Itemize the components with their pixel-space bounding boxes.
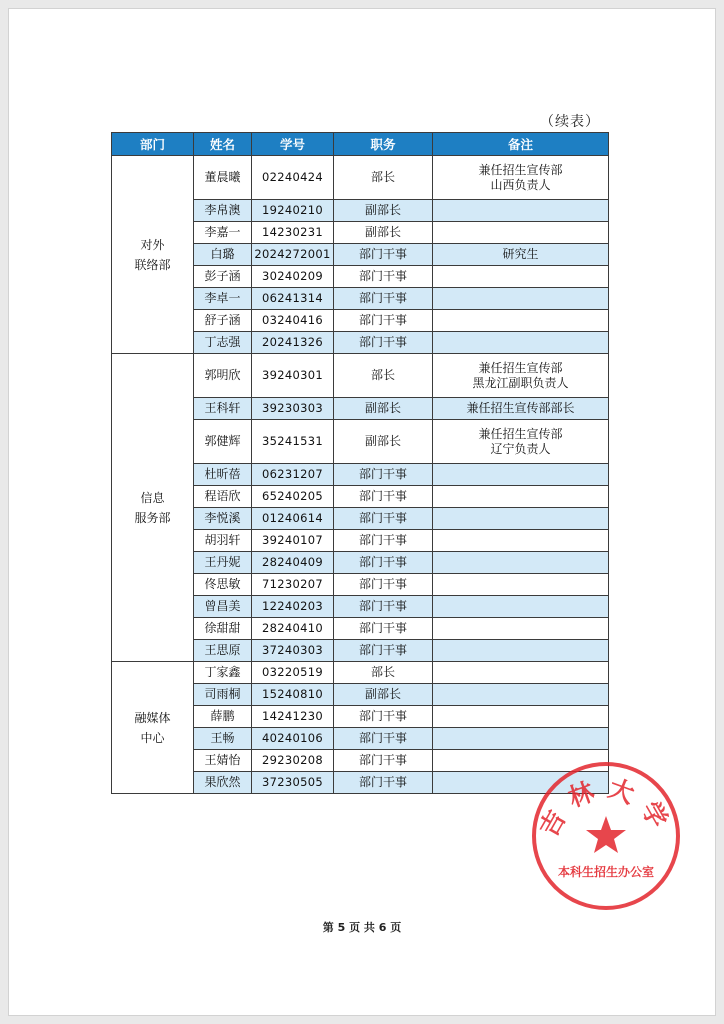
- name-cell: 李卓一: [194, 288, 252, 310]
- note-cell: 兼任招生宣传部 黑龙江副职负责人: [433, 354, 609, 398]
- role-cell: 副部长: [334, 398, 433, 420]
- student-id-cell: 15240810: [252, 684, 334, 706]
- student-id-cell: 40240106: [252, 728, 334, 750]
- role-cell: 部门干事: [334, 750, 433, 772]
- student-id-cell: 65240205: [252, 486, 334, 508]
- name-cell: 王丹妮: [194, 552, 252, 574]
- table-header-row: [112, 133, 609, 156]
- role-cell: 部门干事: [334, 310, 433, 332]
- header-role: 职务: [334, 133, 433, 156]
- note-cell: [433, 596, 609, 618]
- name-cell: 佟思敏: [194, 574, 252, 596]
- student-id-cell: 02240424: [252, 156, 334, 200]
- role-cell: 部门干事: [334, 618, 433, 640]
- seal-bottom-text: 本科生招生办公室: [557, 865, 655, 879]
- name-cell: 王婧怡: [194, 750, 252, 772]
- name-cell: 董晨曦: [194, 156, 252, 200]
- note-cell: [433, 640, 609, 662]
- page-footer: 第 5 页 共 6 页: [322, 921, 402, 934]
- name-cell: 丁家鑫: [194, 662, 252, 684]
- table-row: [112, 354, 609, 398]
- role-cell: 部长: [334, 354, 433, 398]
- header-id: 学号: [252, 133, 334, 156]
- name-cell: 曾昌美: [194, 596, 252, 618]
- student-id-cell: 03220519: [252, 662, 334, 684]
- header-name: 姓名: [194, 133, 252, 156]
- note-cell: 研究生: [433, 244, 609, 266]
- name-cell: 程语欣: [194, 486, 252, 508]
- name-cell: 王科轩: [194, 398, 252, 420]
- name-cell: 郭明欣: [194, 354, 252, 398]
- note-cell: [433, 266, 609, 288]
- dept-cell: 对外 联络部: [112, 156, 194, 354]
- student-id-cell: 03240416: [252, 310, 334, 332]
- member-table: [111, 132, 609, 794]
- header-dept: 部门: [112, 133, 194, 156]
- student-id-cell: 12240203: [252, 596, 334, 618]
- name-cell: 李悦溪: [194, 508, 252, 530]
- header-note: 备注: [433, 133, 609, 156]
- name-cell: 白璐: [194, 244, 252, 266]
- name-cell: 郭健辉: [194, 420, 252, 464]
- student-id-cell: 14230231: [252, 222, 334, 244]
- student-id-cell: 28240409: [252, 552, 334, 574]
- role-cell: 部门干事: [334, 332, 433, 354]
- table-row: [112, 662, 609, 684]
- role-cell: 部门干事: [334, 464, 433, 486]
- seal-top-text: 吉林大学: [533, 773, 679, 842]
- student-id-cell: 39240107: [252, 530, 334, 552]
- name-cell: 果欣然: [194, 772, 252, 794]
- student-id-cell: 14241230: [252, 706, 334, 728]
- note-cell: [433, 662, 609, 684]
- role-cell: 部门干事: [334, 288, 433, 310]
- role-cell: 部长: [334, 156, 433, 200]
- student-id-cell: 28240410: [252, 618, 334, 640]
- role-cell: 部门干事: [334, 530, 433, 552]
- student-id-cell: 2024272001: [252, 244, 334, 266]
- note-cell: [433, 288, 609, 310]
- name-cell: 舒子涵: [194, 310, 252, 332]
- role-cell: 部门干事: [334, 574, 433, 596]
- official-seal: [530, 760, 682, 912]
- role-cell: 部门干事: [334, 706, 433, 728]
- note-cell: [433, 222, 609, 244]
- name-cell: 王思原: [194, 640, 252, 662]
- table-row: [112, 156, 609, 200]
- note-cell: [433, 530, 609, 552]
- student-id-cell: 39230303: [252, 398, 334, 420]
- student-id-cell: 20241326: [252, 332, 334, 354]
- note-cell: [433, 310, 609, 332]
- note-cell: [433, 574, 609, 596]
- role-cell: 副部长: [334, 222, 433, 244]
- student-id-cell: 35241531: [252, 420, 334, 464]
- role-cell: 部门干事: [334, 728, 433, 750]
- note-cell: 兼任招生宣传部 山西负责人: [433, 156, 609, 200]
- note-cell: [433, 464, 609, 486]
- role-cell: 副部长: [334, 420, 433, 464]
- note-cell: [433, 552, 609, 574]
- name-cell: 胡羽轩: [194, 530, 252, 552]
- continued-label: （续表）: [540, 114, 600, 130]
- role-cell: 部门干事: [334, 596, 433, 618]
- role-cell: 部门干事: [334, 266, 433, 288]
- student-id-cell: 39240301: [252, 354, 334, 398]
- note-cell: [433, 200, 609, 222]
- student-id-cell: 29230208: [252, 750, 334, 772]
- role-cell: 部门干事: [334, 244, 433, 266]
- dept-cell: 信息 服务部: [112, 354, 194, 662]
- name-cell: 司雨桐: [194, 684, 252, 706]
- student-id-cell: 06241314: [252, 288, 334, 310]
- dept-cell: 融媒体 中心: [112, 662, 194, 794]
- student-id-cell: 30240209: [252, 266, 334, 288]
- student-id-cell: 37240303: [252, 640, 334, 662]
- note-cell: [433, 486, 609, 508]
- note-cell: [433, 728, 609, 750]
- note-cell: [433, 332, 609, 354]
- role-cell: 副部长: [334, 200, 433, 222]
- student-id-cell: 19240210: [252, 200, 334, 222]
- role-cell: 副部长: [334, 684, 433, 706]
- note-cell: [433, 706, 609, 728]
- name-cell: 彭子涵: [194, 266, 252, 288]
- note-cell: [433, 618, 609, 640]
- name-cell: 王畅: [194, 728, 252, 750]
- student-id-cell: 37230505: [252, 772, 334, 794]
- name-cell: 杜昕蓓: [194, 464, 252, 486]
- role-cell: 部门干事: [334, 508, 433, 530]
- name-cell: 李帛澳: [194, 200, 252, 222]
- name-cell: 徐甜甜: [194, 618, 252, 640]
- student-id-cell: 06231207: [252, 464, 334, 486]
- note-cell: [433, 508, 609, 530]
- role-cell: 部门干事: [334, 486, 433, 508]
- role-cell: 部门干事: [334, 640, 433, 662]
- table-body: [112, 156, 609, 794]
- seal-star-icon: [586, 816, 626, 853]
- role-cell: 部门干事: [334, 772, 433, 794]
- role-cell: 部长: [334, 662, 433, 684]
- note-cell: 兼任招生宣传部 辽宁负责人: [433, 420, 609, 464]
- student-id-cell: 71230207: [252, 574, 334, 596]
- name-cell: 薛鹏: [194, 706, 252, 728]
- name-cell: 李嘉一: [194, 222, 252, 244]
- role-cell: 部门干事: [334, 552, 433, 574]
- student-id-cell: 01240614: [252, 508, 334, 530]
- name-cell: 丁志强: [194, 332, 252, 354]
- note-cell: [433, 684, 609, 706]
- note-cell: 兼任招生宣传部部长: [433, 398, 609, 420]
